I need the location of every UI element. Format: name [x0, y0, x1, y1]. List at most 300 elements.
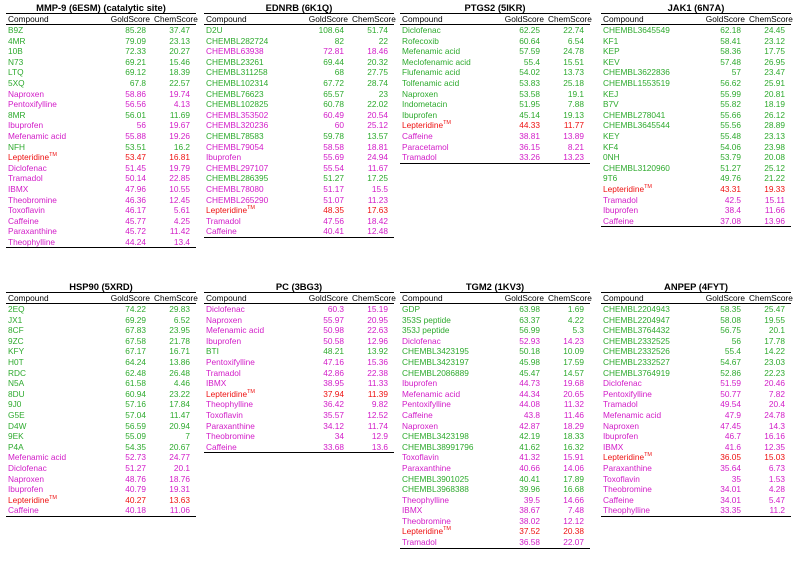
compound-label: Theobromine [206, 431, 255, 442]
compound-label: Ibuprofen [8, 484, 44, 495]
compound-label: Tramadol [402, 537, 437, 548]
compound-name [601, 195, 703, 206]
compound-label: Diclofenac [8, 462, 47, 473]
chemscore-value: 16.16 [764, 431, 785, 442]
compound-label: Tramadol [402, 152, 437, 163]
goldscore-value: 55.66 [720, 109, 741, 120]
goldscore-value: 40.66 [519, 462, 540, 473]
compound-name [601, 484, 703, 495]
chemscore-value: 19.31 [169, 484, 190, 495]
compound-name [204, 325, 306, 336]
compound-label: 353S peptide [402, 314, 451, 325]
chemscore-value: 24.78 [764, 409, 785, 420]
compound-name [6, 78, 108, 89]
goldscore-value: 50.18 [519, 346, 540, 357]
table-row [601, 410, 791, 421]
compound-name [6, 46, 108, 57]
compound-name [204, 89, 306, 100]
goldscore-value: 37.94 [323, 388, 344, 399]
table-row [6, 89, 196, 100]
compound-name [6, 474, 108, 485]
goldscore-value: 67.58 [125, 335, 146, 346]
table-row [601, 205, 791, 216]
goldscore-value: 57.16 [125, 399, 146, 410]
score-table-panel [204, 2, 394, 238]
table-row [400, 410, 590, 421]
compound-name [400, 399, 502, 410]
trademark-mark: TM [644, 184, 653, 191]
chemscore-value: 15.51 [563, 56, 584, 67]
goldscore-value: 55.4 [724, 346, 741, 357]
table-row [601, 389, 791, 400]
chemscore-value: 14.57 [563, 367, 584, 378]
chemscore-value: 11.06 [152, 505, 196, 516]
trademark-mark: TM [644, 452, 653, 459]
score-table [6, 292, 196, 517]
goldscore-value: 56.01 [125, 109, 146, 120]
compound-label: Lepteridine [402, 120, 444, 131]
compound-name [6, 431, 108, 442]
score-table-panel [6, 2, 196, 248]
chemscore-value: 11.42 [169, 226, 190, 237]
table-row [6, 346, 196, 357]
compound-label: Naproxen [8, 88, 44, 99]
chemscore-value: 18.81 [367, 141, 388, 152]
chemscore-value: 18.33 [563, 431, 584, 442]
compound-label: D2U [206, 25, 223, 35]
compound-label: CHEMBL278041 [603, 109, 666, 120]
chemscore-value: 12.12 [563, 515, 584, 526]
chemscore-value: 25.91 [764, 77, 785, 88]
goldscore-value: 42.86 [323, 367, 344, 378]
table-row [601, 78, 791, 89]
table-row [6, 336, 196, 347]
goldscore-value: 34.01 [720, 484, 741, 495]
goldscore-value: 50.14 [125, 173, 146, 184]
chemscore-value: 19.33 [764, 183, 785, 194]
goldscore-value: 36.05 [720, 452, 741, 463]
compound-label: Naproxen [402, 420, 438, 431]
compound-name [6, 325, 108, 336]
compound-name [204, 304, 306, 315]
chemscore-value: 22.85 [169, 173, 190, 184]
compound-label: CHEMBL2086889 [402, 367, 469, 378]
goldscore-value: 54.35 [125, 441, 146, 452]
compound-name [6, 184, 108, 195]
compound-label: Ibuprofen [603, 431, 639, 442]
compound-label: Theophylline [603, 505, 651, 516]
compound-label: CHEMBL265290 [206, 194, 269, 205]
table-row [400, 152, 590, 163]
table-title: JAK1 (6N7A) [667, 2, 725, 13]
goldscore-value: 37.08 [703, 216, 747, 227]
chemscore-value: 11.32 [563, 399, 584, 410]
goldscore-value: 44.24 [108, 237, 152, 248]
chemscore-value: 11.67 [367, 162, 388, 173]
chemscore-value: 10.55 [169, 183, 190, 194]
chemscore-value: 17.89 [563, 473, 584, 484]
table-row [204, 304, 394, 315]
goldscore-value: 34.12 [323, 420, 344, 431]
goldscore-value: 53.83 [519, 77, 540, 88]
compound-name [6, 463, 108, 474]
goldscore-value: 45.72 [125, 226, 146, 237]
chemscore-value: 28.89 [764, 120, 785, 131]
column-header-chemscore: ChemScore [352, 293, 396, 303]
chemscore-value: 7 [185, 431, 190, 442]
compound-name [601, 389, 703, 400]
goldscore-value: 34.01 [720, 494, 741, 505]
table-row [204, 46, 394, 57]
compound-name [6, 421, 108, 432]
table-row [6, 226, 196, 237]
chemscore-value: 12.35 [764, 441, 785, 452]
compound-name [204, 389, 306, 400]
compound-name [400, 389, 502, 400]
chemscore-value: 27.75 [367, 67, 388, 78]
chemscore-value: 13.92 [367, 346, 388, 357]
chemscore-value: 20.67 [169, 441, 190, 452]
table-row [204, 142, 394, 153]
chemscore-value: 16.81 [169, 152, 190, 163]
goldscore-value: 58.58 [323, 141, 344, 152]
table-row [204, 36, 394, 47]
compound-label: CHEMBL78080 [206, 183, 264, 194]
compound-label: Caffeine [603, 215, 634, 226]
table-row [400, 346, 590, 357]
goldscore-value: 51.17 [323, 183, 344, 194]
chemscore-value: 16.32 [563, 441, 584, 452]
table-row [6, 389, 196, 400]
chemscore-value: 26.48 [169, 367, 190, 378]
goldscore-value: 52.86 [720, 367, 741, 378]
goldscore-value: 44.73 [519, 378, 540, 389]
compound-label: Caffeine [603, 494, 634, 505]
compound-label: Meclofenamic acid [402, 56, 471, 67]
compound-label: CHEMBL353502 [206, 109, 269, 120]
compound-label: Caffeine [206, 441, 237, 452]
compound-name [6, 99, 108, 110]
chemscore-value: 11.77 [563, 120, 584, 131]
goldscore-value: 47.9 [724, 409, 741, 420]
chemscore-value: 18.29 [563, 420, 584, 431]
goldscore-value: 61.58 [125, 378, 146, 389]
goldscore-value: 40.41 [519, 473, 540, 484]
compound-label: Pentoxifylline [603, 388, 652, 399]
chemscore-value: 9.82 [371, 399, 388, 410]
compound-name [601, 452, 703, 463]
goldscore-value: 40.18 [108, 505, 152, 516]
table-row [601, 110, 791, 121]
compound-label: Toxoflavin [603, 473, 640, 484]
table-row [601, 89, 791, 100]
table-row [601, 368, 791, 379]
compound-name [204, 410, 306, 421]
compound-name [400, 495, 502, 506]
goldscore-value: 52.73 [125, 452, 146, 463]
chemscore-value: 5.47 [768, 494, 785, 505]
compound-name [6, 237, 108, 248]
goldscore-value: 69.29 [125, 314, 146, 325]
compound-label: Mefenamic acid [8, 130, 67, 141]
compound-name [601, 99, 703, 110]
goldscore-value: 56.56 [125, 99, 146, 110]
compound-name [400, 315, 502, 326]
compound-label: Caffeine [8, 505, 39, 516]
compound-label: CHEMBL3423197 [402, 356, 469, 367]
chemscore-value: 17.84 [169, 399, 190, 410]
table-row [601, 99, 791, 110]
compound-name [601, 421, 703, 432]
goldscore-value: 55.09 [125, 431, 146, 442]
goldscore-value: 55.56 [720, 120, 741, 131]
compound-label: 10B [8, 46, 23, 57]
table-row [6, 237, 196, 248]
table-row [204, 389, 394, 400]
table-row [6, 431, 196, 442]
compound-name [400, 452, 502, 463]
table-row [6, 195, 196, 206]
goldscore-value: 54.02 [519, 67, 540, 78]
compound-name [6, 484, 108, 495]
compound-label: CHEMBL79054 [206, 141, 264, 152]
compound-label: Theobromine [8, 194, 57, 205]
table-row [204, 120, 394, 131]
compound-name [204, 399, 306, 410]
chemscore-value: 23.95 [169, 325, 190, 336]
compound-name [400, 67, 502, 78]
compound-name [601, 216, 703, 227]
compound-name [601, 36, 703, 47]
compound-name [204, 152, 306, 163]
compound-name [204, 131, 306, 142]
compound-name [601, 110, 703, 121]
compound-label: KEJ [603, 88, 619, 99]
goldscore-value: 60.78 [323, 99, 344, 110]
compound-label: Ibuprofen [206, 335, 242, 346]
chemscore-value: 11.69 [169, 109, 190, 120]
goldscore-value: 34 [334, 431, 344, 442]
table-row [400, 315, 590, 326]
compound-name [6, 346, 108, 357]
table-row [400, 474, 590, 485]
goldscore-value: 56 [731, 335, 741, 346]
compound-label: NFH [8, 141, 26, 152]
chemscore-value: 19.1 [567, 88, 584, 99]
compound-name [400, 46, 502, 57]
compound-name [400, 431, 502, 442]
goldscore-value: 45.98 [519, 356, 540, 367]
compound-label: CHEMBL102825 [206, 99, 269, 110]
chemscore-value: 4.28 [768, 484, 785, 495]
goldscore-value: 55.82 [720, 99, 741, 110]
compound-label: Tramadol [603, 194, 638, 205]
chemscore-value: 14.06 [563, 462, 584, 473]
compound-label: Paraxanthine [8, 226, 57, 237]
column-header-chemscore: ChemScore [548, 293, 592, 303]
table-row [6, 410, 196, 421]
compound-label: CHEMBL76623 [206, 88, 264, 99]
header-row [400, 293, 590, 304]
chemscore-value: 12.48 [350, 226, 394, 237]
table-row [204, 131, 394, 142]
chemscore-value: 4.13 [173, 99, 190, 110]
compound-label: CHEMBL3968388 [402, 484, 469, 495]
compound-label: Lepteridine [402, 526, 444, 537]
score-table [6, 13, 196, 248]
chemscore-value: 16.71 [169, 346, 190, 357]
chemscore-value: 16.68 [563, 484, 584, 495]
chemscore-value: 18.46 [367, 46, 388, 57]
table-row [6, 173, 196, 184]
chemscore-value: 18.39 [169, 67, 190, 78]
table-title: HSP90 (5XRD) [69, 281, 133, 292]
compound-name [6, 36, 108, 47]
table-row [204, 78, 394, 89]
table-row [6, 368, 196, 379]
table-title: MMP-9 (6ESM) (catalytic site) [36, 2, 166, 13]
chemscore-value: 4.25 [173, 215, 190, 226]
compound-name [601, 67, 703, 78]
table-row [601, 336, 791, 347]
compound-label: Mefenamic acid [402, 46, 461, 57]
compound-name [6, 25, 108, 36]
chemscore-value: 11.33 [367, 378, 388, 389]
goldscore-value: 79.09 [125, 35, 146, 46]
chemscore-value: 29.83 [169, 304, 190, 314]
chemscore-value: 15.36 [367, 356, 388, 367]
chemscore-value: 24.45 [764, 25, 785, 35]
compound-label: D4W [8, 420, 27, 431]
chemscore-value: 19.79 [169, 162, 190, 173]
table-row [400, 336, 590, 347]
table-row [400, 537, 590, 548]
table-row [6, 495, 196, 506]
table-row [400, 516, 590, 527]
table-row [6, 163, 196, 174]
goldscore-value: 55.54 [323, 162, 344, 173]
table-row [400, 142, 590, 153]
score-table [400, 292, 590, 549]
table-row [601, 304, 791, 315]
chemscore-value: 19.67 [169, 120, 190, 131]
compound-label: 353J peptide [402, 325, 450, 336]
chemscore-value: 19.13 [563, 109, 584, 120]
goldscore-value: 67.17 [125, 346, 146, 357]
goldscore-value: 42.5 [724, 194, 741, 205]
goldscore-value: 67.8 [129, 77, 146, 88]
compound-label: CHEMBL2204943 [603, 304, 670, 314]
table-row [204, 378, 394, 389]
goldscore-value: 33.35 [703, 505, 747, 516]
compound-label: CHEMBL3764919 [603, 367, 670, 378]
table-row [6, 216, 196, 227]
table-row [6, 378, 196, 389]
compound-label: IBMX [206, 378, 227, 389]
goldscore-value: 46.17 [125, 205, 146, 216]
compound-label: Caffeine [206, 226, 237, 237]
chemscore-value: 13.23 [546, 152, 590, 163]
column-header-chemscore: ChemScore [154, 293, 198, 303]
goldscore-value: 59.78 [323, 130, 344, 141]
goldscore-value: 35.64 [720, 462, 741, 473]
compound-name [601, 336, 703, 347]
compound-label: Theophylline [8, 236, 56, 247]
table-row [400, 36, 590, 47]
goldscore-value: 54.06 [720, 141, 741, 152]
goldscore-value: 82 [334, 35, 344, 46]
compound-name [601, 399, 703, 410]
compound-name [601, 431, 703, 442]
compound-label: KEY [603, 130, 620, 141]
chemscore-value: 6.73 [768, 462, 785, 473]
table-row [6, 474, 196, 485]
table-row [6, 357, 196, 368]
compound-label: G5E [8, 409, 25, 420]
column-header-goldscore: GoldScore [703, 293, 747, 304]
compound-label: IBMX [402, 505, 423, 516]
compound-label: CHEMBL23261 [206, 56, 264, 67]
score-table [601, 13, 791, 227]
compound-name [6, 152, 108, 163]
table-row [400, 399, 590, 410]
table-row [400, 442, 590, 453]
chemscore-value: 1.53 [768, 473, 785, 484]
chemscore-value: 17.25 [367, 173, 388, 184]
compound-name [204, 421, 306, 432]
compound-label: Diclofenac [402, 335, 441, 346]
compound-name [601, 368, 703, 379]
chemscore-value: 11.39 [367, 388, 388, 399]
column-header-chemscore: ChemScore [749, 293, 793, 303]
compound-label: Tramadol [8, 173, 43, 184]
table-row [6, 184, 196, 195]
compound-label: CHEMBL286395 [206, 173, 269, 184]
column-header-compound: Compound [6, 293, 108, 304]
goldscore-value: 40.79 [125, 484, 146, 495]
goldscore-value: 47.56 [323, 215, 344, 226]
chemscore-value: 25.47 [764, 304, 785, 314]
goldscore-value: 36.15 [519, 141, 540, 152]
goldscore-value: 57.48 [720, 56, 741, 67]
compound-name [400, 537, 502, 548]
compound-name [400, 142, 502, 153]
goldscore-value: 39.5 [523, 494, 540, 505]
compound-label: Lepteridine [603, 452, 645, 463]
table-row [400, 89, 590, 100]
table-row [6, 484, 196, 495]
chemscore-value: 20.08 [764, 152, 785, 163]
chemscore-value: 25.18 [563, 77, 584, 88]
compound-name [601, 304, 703, 315]
chemscore-value: 11.46 [563, 409, 584, 420]
compound-label: Rofecoxib [402, 35, 439, 46]
score-table [601, 292, 791, 517]
compound-label: Theophylline [206, 399, 254, 410]
compound-name [400, 336, 502, 347]
compound-label: Paraxanthine [603, 462, 652, 473]
table-row [6, 110, 196, 121]
compound-name [6, 336, 108, 347]
table-row [601, 173, 791, 184]
goldscore-value: 48.76 [125, 473, 146, 484]
table-row [400, 99, 590, 110]
compound-name [204, 216, 306, 227]
compound-name [601, 474, 703, 485]
goldscore-value: 48.35 [323, 205, 344, 216]
goldscore-value: 55.97 [323, 314, 344, 325]
table-row [6, 315, 196, 326]
